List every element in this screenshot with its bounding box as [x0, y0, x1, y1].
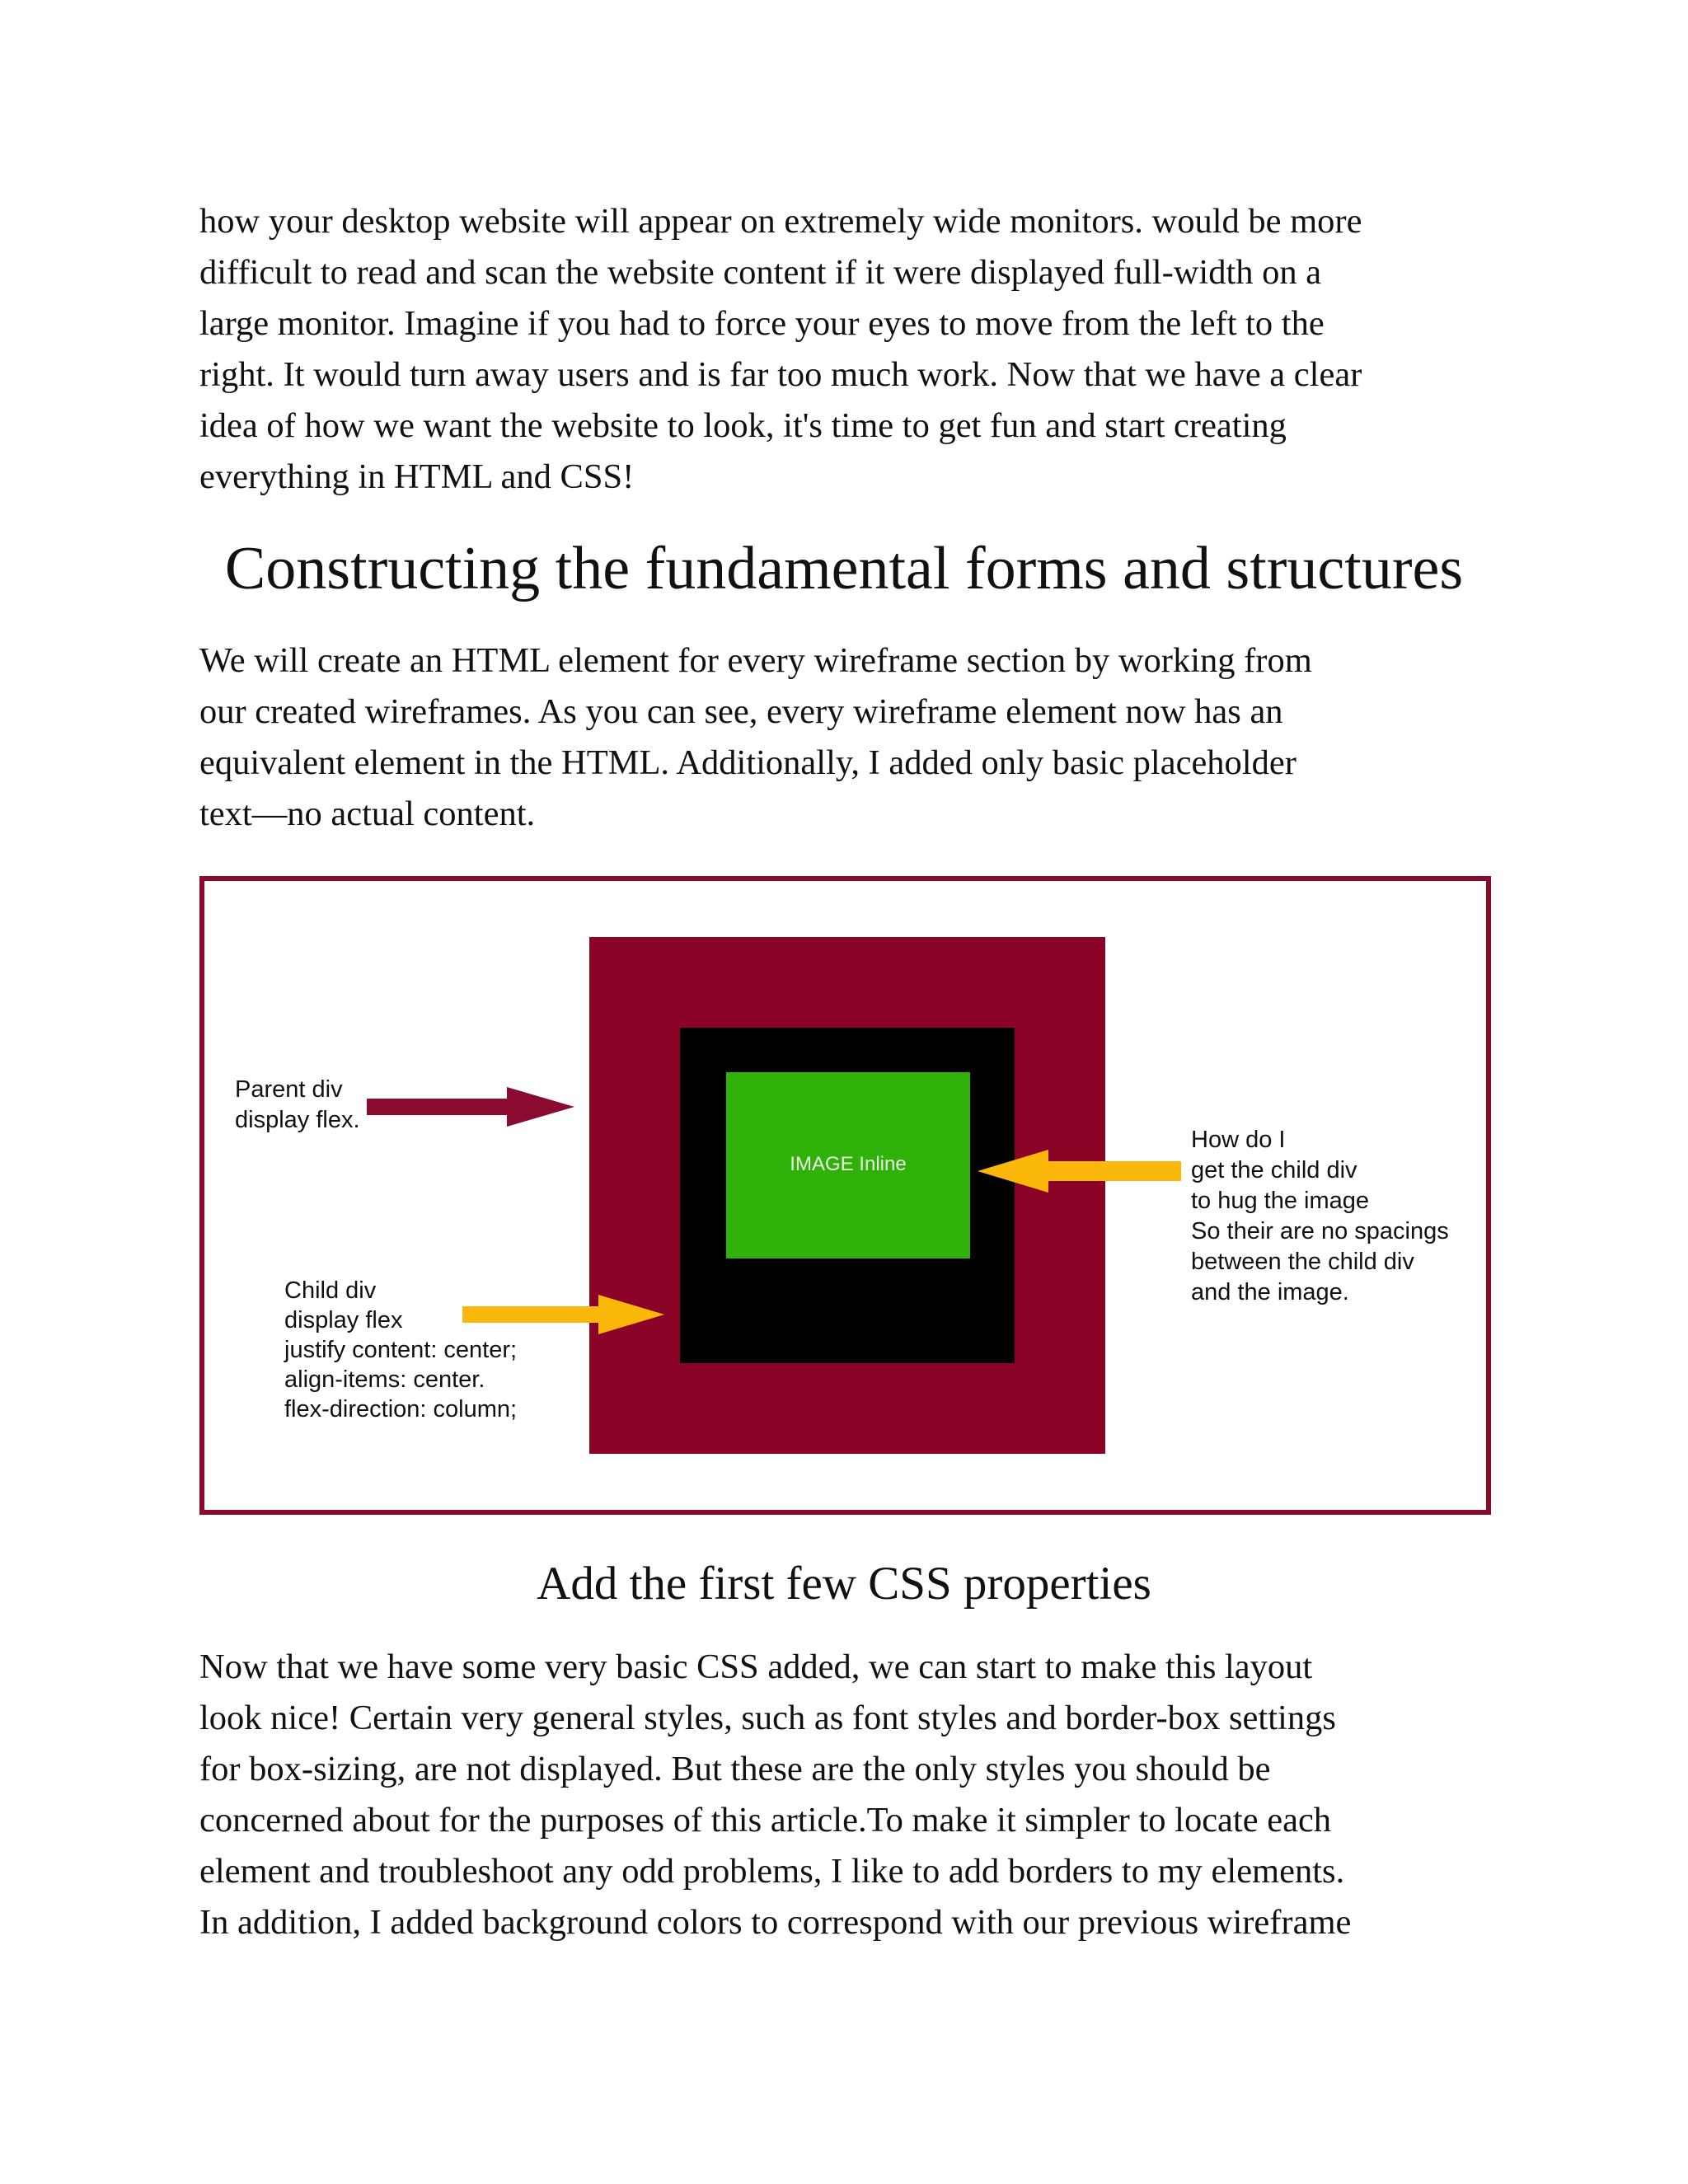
paragraph-line: element and troubleshoot any odd problems, I like to add borders to my elements.	[199, 1852, 1345, 1891]
intro-paragraph	[199, 196, 1502, 503]
label-line: flex-direction: column;	[284, 1396, 518, 1422]
label-line: display flex	[284, 1307, 403, 1333]
label-line: So their are no spacings	[1191, 1218, 1449, 1244]
paragraph-line: how your desktop website will appear on extremely wide monitors. would be more	[199, 202, 1362, 241]
paragraph-line: look nice! Certain very general styles, such as font styles and border-box settings	[199, 1699, 1336, 1737]
paragraph-line: In addition, I added background colors to correspond with our previous wireframe	[199, 1903, 1352, 1942]
paragraph-line: We will create an HTML element for every wireframe section by working from	[199, 641, 1312, 680]
label-line: How do I	[1191, 1127, 1286, 1153]
label-line: display flex.	[235, 1107, 360, 1133]
label-line: Parent div	[235, 1076, 343, 1103]
label-line: align-items: center.	[284, 1366, 485, 1393]
label-line: Child div	[284, 1277, 377, 1304]
label-line: justify content: center;	[284, 1337, 518, 1363]
image-inline-label: IMAGE Inline	[790, 1153, 907, 1175]
paragraph-line: our created wireframes. As you can see, every wireframe element now has an	[199, 692, 1283, 731]
paragraph-line: difficult to read and scan the website content if it were displayed full-width on a	[199, 253, 1322, 292]
paragraph-line: equivalent element in the HTML. Additionally, I added only basic placeholder	[199, 743, 1296, 782]
label-line: between the child div	[1191, 1249, 1414, 1275]
paragraph-line: right. It would turn away users and is far too much work. Now that we have a clear	[199, 355, 1362, 394]
flex-layout-figure	[199, 876, 1491, 1515]
label-line: to hug the image	[1191, 1188, 1370, 1214]
paragraph-line: large monitor. Imagine if you had to force your eyes to move from the left to the	[199, 304, 1325, 343]
parent-arrow-icon	[367, 1087, 574, 1127]
paragraph-line: Now that we have some very basic CSS added, we can start to make this layout	[199, 1647, 1313, 1686]
css-paragraph	[199, 1642, 1502, 1948]
wireframe-paragraph	[199, 635, 1502, 840]
parent-div-label	[235, 1076, 360, 1133]
flex-diagram	[204, 881, 1486, 1510]
paragraph-line: concerned about for the purposes of this article.To make it simpler to locate each	[199, 1801, 1332, 1840]
paragraph-line: idea of how we want the website to look, it's time to get fun and start creating	[199, 406, 1287, 445]
paragraph-line: text—no actual content.	[199, 794, 536, 833]
question-label	[1191, 1127, 1456, 1305]
paragraph-line: for box-sizing, are not displayed. But these are the only styles you should be	[199, 1750, 1271, 1788]
child-div-label	[284, 1277, 523, 1422]
label-line: and the image.	[1191, 1279, 1349, 1305]
subsection-heading: Add the first few CSS properties	[537, 1558, 1151, 1610]
label-line: get the child div	[1191, 1157, 1357, 1183]
paragraph-line: everything in HTML and CSS!	[199, 457, 635, 496]
section-heading: Constructing the fundamental forms and structures	[224, 535, 1464, 602]
